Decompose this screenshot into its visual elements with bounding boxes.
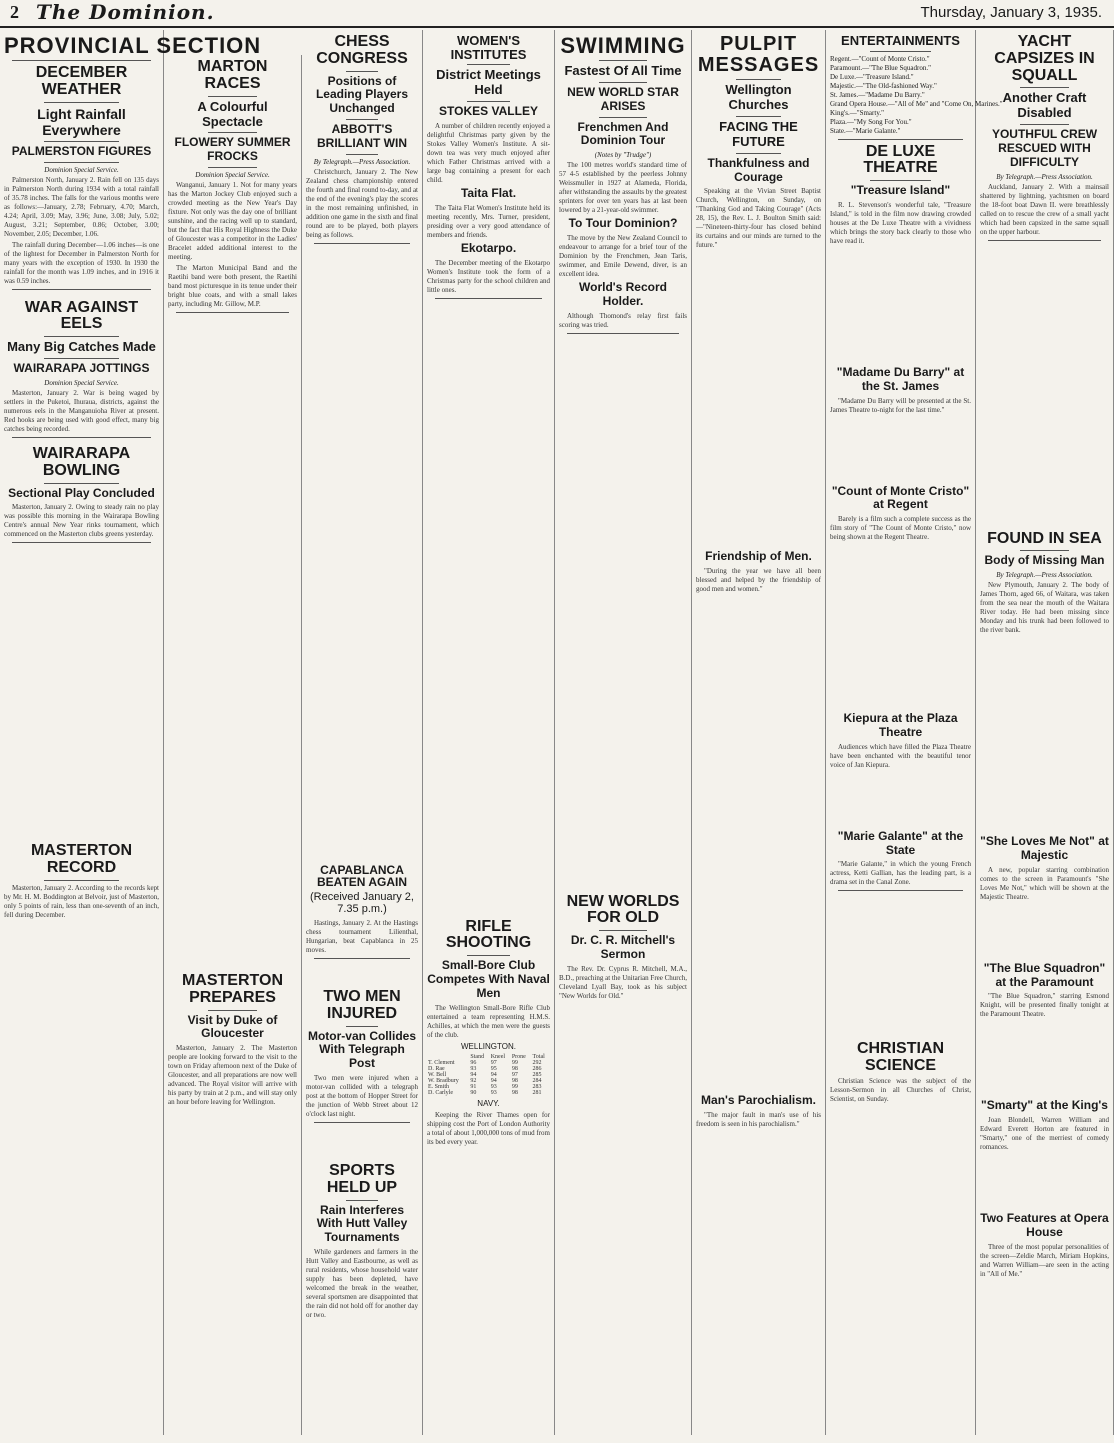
list-item: St. James.—"Madame Du Barry." xyxy=(830,90,925,99)
subhead: Frenchmen And Dominion Tour xyxy=(577,119,669,148)
subhead: NEW WORLD STAR ARISES xyxy=(567,85,679,113)
article-text: The Rev. Dr. Cyprus R. Mitchell, M.A., B.D., preaching at the Unitarian Free Church, Cleveland Lyall Bay, took as his subject "New Worlds for Old." xyxy=(559,964,687,1000)
subhead: Taita Flat. xyxy=(460,185,517,200)
subhead: "Madame Du Barry" at the St. James xyxy=(836,365,965,393)
masthead xyxy=(0,0,1114,28)
table-row: E. Smith 91 93 99 283 xyxy=(428,1083,542,1090)
subhead: Body of Missing Man xyxy=(984,553,1105,568)
subhead: FACING THE FUTURE xyxy=(719,118,798,149)
headline-war-against-eels: WAR AGAINST EELS xyxy=(24,298,139,333)
article-text: Masterton, January 2. According to the records kept by Mr. H. M. Boddington at Belvoir, just of Masterton, only 5 points of rain, less than one-seventh of an inch, fell during December. xyxy=(4,883,159,919)
article-text: Joan Blondell, Warren William and Edward Everett Horton are featured in "Smarty," one of the merriest of comedy romances. xyxy=(980,1116,1109,1152)
article-text: A new, popular starring combination comes to the screen in Paramount's "She Loves Me Not," which will be shown at the Majestic Theatre. xyxy=(980,865,1109,901)
headline-new-worlds-for-old: NEW WORLDS FOR OLD xyxy=(566,892,680,927)
article-text: Speaking at the Vivian Street Baptist Church, Wellington, on Sunday, on "Thanking God and Taking Courage" (Acts 28, 15), the Rev. L. J. Boulton Smith said:—"Nineteen-thirty-four has closed behind its curtains and our minds are turned to the future." xyxy=(696,187,821,250)
subhead: STOKES VALLEY xyxy=(439,104,538,119)
headline-sports-held-up: SPORTS HELD UP xyxy=(326,1162,398,1196)
article-text: The move by the New Zealand Council to endeavour to arrange for a brief tour of the Dominion by the Frenchmen, Jean Taris, swimmer, and Emile Dewend, diver, is an excellent idea. xyxy=(559,234,687,279)
subhead: "Treasure Island" xyxy=(850,183,951,198)
article-text: Barely is a film such a complete success as the film story of "The Count of Monte Cristo," now being shown at the Regent Theatre. xyxy=(830,515,971,542)
page-number: 2 xyxy=(10,2,19,22)
byline: Dominion Special Service. xyxy=(44,165,119,174)
table-row: D. Carlyle 90 93 98 281 xyxy=(428,1089,542,1096)
subhead: ABBOTT'S BRILLIANT WIN xyxy=(317,121,407,150)
byline: By Telegraph.—Press Association. xyxy=(996,172,1093,181)
table-row: D. Rae 93 95 98 286 xyxy=(428,1065,542,1072)
article-text: Wanganui, January 1. Not for many years has the Marton Jockey Club enjoyed such a crowded meeting as the New Year's Day fixture. Not only was the day one of brilliant sunshine, and the racing well up to standard, but the fact that His Royal Highness the Duke of Gloucester was a competitor in the Ladies' Bracelet added additional interest to the meeting. The Marton Municipal Band and the Raetihi band were both present, the Raetihi band most picturesque in its tenue under their bright blue coats, and with a small lakes party, including Mr. Gillow, M.P. xyxy=(168,181,297,309)
headline-capablanca-beaten: CAPABLANCA BEATEN AGAIN xyxy=(317,862,407,890)
subhead: "Count of Monte Cristo" at Regent xyxy=(831,483,970,512)
subhead: Positions of Leading Players Unchanged xyxy=(315,73,409,116)
subhead: District Meetings Held xyxy=(436,67,541,98)
article-text: Audiences which have filled the Plaza Theatre have been enchanted with the beautiful tenor voice of Jan Kiepura. xyxy=(830,742,971,769)
subhead: Rain Interferes With Hutt Valley Tournaments xyxy=(316,1202,408,1245)
table-title: WELLINGTON. xyxy=(461,1041,516,1051)
article-text: "The major fault in man's use of his freedom is seen in his parochialism." xyxy=(696,1110,821,1128)
subhead: Sectional Play Concluded xyxy=(8,485,155,500)
list-item: Paramount.—"The Blue Squadron." xyxy=(830,63,931,72)
subhead: Dr. C. R. Mitchell's Sermon xyxy=(570,933,676,961)
article-text: A number of children recently enjoyed a delightful Christmas party given by the Stokes Valley Women's Institute. A sit-down tea was very much enjoyed after which Father Christmas arrived with a large bag containing a present for each child. xyxy=(427,121,550,184)
section-title: PROVINCIAL SECTION xyxy=(4,33,262,58)
article-text: "Marie Galante," in which the young French actress, Ketti Gallian, has the leading part, is a drama set in the Canal Zone. xyxy=(830,860,971,887)
column-7 xyxy=(826,30,1003,1435)
article-text: R. L. Stevenson's wonderful tale, "Treasure Island," is told in the film now drawing crowded houses at the De Luxe Theatre with a vividness which brings the story back clearly to those who have read it. xyxy=(830,201,971,246)
headline-de-luxe-theatre: DE LUXE THEATRE xyxy=(863,142,938,177)
list-item: King's.—"Smarty." xyxy=(830,108,884,117)
subhead: World's Record Holder. xyxy=(579,280,667,308)
subhead: Kiepura at the Plaza Theatre xyxy=(843,711,958,740)
article-text: "The Blue Squadron," starring Esmond Knight, will be presented finally tonight at the Paramount Theatre. xyxy=(980,992,1109,1019)
article-text: New Plymouth, January 2. The body of James Thorn, aged 66, of Waitara, was taken from the sea near the mouth of the Waitara River today. He had been missing since Monday and his trunk had been followed to the river bank. xyxy=(980,581,1109,635)
subhead: "Marie Galante" at the State xyxy=(837,828,964,857)
subhead: YOUTHFUL CREW RESCUED WITH DIFFICULTY xyxy=(991,127,1098,169)
column-2 xyxy=(164,55,302,1435)
subhead: PALMERSTON FIGURES xyxy=(11,143,152,158)
headline-chess-congress: CHESS CONGRESS xyxy=(316,33,408,67)
list-item: Majestic.—"The Old-fashioned Way." xyxy=(830,81,937,90)
subhead: Man's Parochialism. xyxy=(701,1093,816,1108)
headline-masterton-record: MASTERTON RECORD xyxy=(30,842,133,877)
article-text: The Taita Flat Women's Institute held its meeting recently, Mrs. Turner, president, presiding over a very good attendance of members and friends. xyxy=(427,203,550,239)
subhead: Many Big Catches Made xyxy=(7,339,156,355)
article-text: Two men were injured when a motor-van collided with a telegraph post at the bottom of Hopper Street for the junction of Webb Street about 12 o'clock last night. xyxy=(306,1074,418,1119)
article-text: "During the year we have all been blessed and helped by the friendship of good men and women." xyxy=(696,567,821,594)
article-text: Auckland, January 2. With a mainsail shattered by lightning, yachtsmen on board the 18-foot boat Dawn II. were breathlessly called on to rescue the crew of a small yacht which had been capsized in the same squall on the upper harbour. xyxy=(980,182,1109,236)
table-title: NAVY. xyxy=(477,1098,500,1108)
headline-marton-races: MARTON RACES xyxy=(197,58,268,92)
byline: By Telegraph.—Press Association. xyxy=(996,571,1093,580)
subhead: Wellington Churches xyxy=(725,82,792,112)
subhead: Visit by Duke of Gloucester xyxy=(187,1012,278,1041)
subhead: A Colourful Spectacle xyxy=(197,98,268,129)
table-row: T. Clement 96 97 99 292 xyxy=(428,1059,542,1066)
subhead: Thankfulness and Courage xyxy=(707,155,810,184)
subhead: Ekotarpo. xyxy=(460,240,517,255)
headline-rifle-shooting: RIFLE SHOOTING xyxy=(445,917,532,952)
headline-christian-science: CHRISTIAN SCIENCE xyxy=(856,1040,945,1075)
headline-wairarapa-bowling: WAIRARAPA BOWLING xyxy=(32,445,131,479)
list-item: Plaza.—"My Song For You." xyxy=(830,117,912,126)
table-row: W. Bell 94 94 97 285 xyxy=(428,1071,542,1078)
entertainment-list xyxy=(830,54,1003,136)
article-text: Christchurch, January 2. The New Zealand chess championship entered the fourth and final round to-day, and at the end of the evening's play the scores in the most remaining unfinished, in addition one game in the sixth and final round are to be played, both players being as follows. xyxy=(306,167,418,239)
subhead: WAIRARAPA JOTTINGS xyxy=(13,361,150,376)
article-text: The 100 metres world's standard time of 57 4-5 established by the peerless Johnny Weissmuller in 1927 at Alameda, Florida, after withstanding the assaults by the greatest sprinters for over ten years has at last been lowered by a 21-year-old swimmer. xyxy=(559,161,687,215)
column-5 xyxy=(555,30,692,1435)
article-text: Hastings, January 2. At the Hastings chess tournament Lilienthal, Hungarian, beat Capablanca in 25 moves. xyxy=(306,919,418,955)
article-text: While gardeners and farmers in the Hutt Valley and Eastbourne, as well as rural residents, whose household water supply has been depleted, have welcomed the break in the weather, several sportsmen are disappointed that the rain did not hold off for another day or two. xyxy=(306,1248,418,1320)
newspaper-title: The Dominion. xyxy=(36,0,215,24)
headline-december-weather: DECEMBER WEATHER xyxy=(35,64,128,98)
list-item: Grand Opera House.—"All of Me" and "Come On, Marines." xyxy=(830,99,1003,108)
article-text: Keeping the River Thames open for shipping cost the Port of London Authority a total of about 1,000,000 tons of mud from its bed every year. xyxy=(427,1110,550,1146)
subhead: Small-Bore Club Competes With Naval Men xyxy=(427,958,550,1000)
list-item: Regent.—"Count of Monte Cristo." xyxy=(830,54,930,63)
article-text: Masterton, January 2. The Masterton people are looking forward to the visit to the town on Friday afternoon next of the Duke of Gloucester, and all preparations are now well advanced. The Royal visitor will arrive with his party by train at 2 p.m., and will stay only an hour before leaving for Wellington. xyxy=(168,1044,297,1107)
subhead: "Smarty" at the King's xyxy=(981,1098,1108,1113)
headline-pulpit-messages: PULPIT MESSAGES xyxy=(697,33,820,76)
list-item: De Luxe.—"Treasure Island." xyxy=(830,72,914,81)
headline-yacht-capsizes: YACHT CAPSIZES IN SQUALL xyxy=(994,33,1095,84)
byline: Dominion Special Service. xyxy=(195,171,270,180)
subhead: Light Rainfall Everywhere xyxy=(37,105,126,138)
article-text: Palmerston North, January 2. Rain fell on 135 days in Palmerston North during 1934 with a total rainfall of 35.78 inches. The falls for the various months were as follows:—January, 2.78; February, 4.70; March, 4.24; April, 3.09; May, 3.96; June, 3.08; July, 5.02; August, 3.21; September, 0.86; October, 3.00; November, 2.05; December, 1.06. The rainfall during December—1.06 inches—is one of the lightest for December in Palmerston North for many years with the exception of 1930. In 1930 the rainfall for the month was 1.09 inches, and in 1916 it was 0.59 inches. xyxy=(4,175,159,285)
subhead: FLOWERY SUMMER FROCKS xyxy=(174,135,291,164)
subhead: "The Blue Squadron" at the Paramount xyxy=(983,960,1106,989)
table-header-row: Stand Kneel Prone Total xyxy=(470,1053,545,1060)
subhead: To Tour Dominion? xyxy=(568,216,678,231)
subhead: Fastest Of All Time xyxy=(564,63,682,79)
headline-two-men-injured: TWO MEN INJURED xyxy=(323,988,401,1022)
subhead: Motor-van Collides With Telegraph Post xyxy=(307,1028,416,1071)
headline-entertainments: ENTERTAINMENTS xyxy=(841,33,960,48)
article-text: Although Thomond's relay first fails scoring was tried. xyxy=(559,311,687,329)
article-text: Masterton, January 2. Owing to steady rain no play was possible this morning in the Wairarapa Bowling Centre's annual New Year rinks tournament, which commenced on the Masterton clubs greens yesterday. xyxy=(4,503,159,539)
article-text: Three of the most popular personalities of the screen—Zeldie March, Miriam Hopkins, and Warren William—are seen in the acting in "All of Me." xyxy=(980,1242,1109,1278)
article-text: Christian Science was the subject of the Lesson-Sermon in all Churches of Christ, Scientist, on Sunday. xyxy=(830,1077,971,1103)
issue-date: Thursday, January 3, 1935. xyxy=(920,4,1102,21)
byline: By Telegraph.—Press Association. xyxy=(313,157,411,166)
subhead: Another Craft Disabled xyxy=(1002,90,1087,121)
list-item: State.—"Marie Galante." xyxy=(830,126,901,135)
subhead: "She Loves Me Not" at Majestic xyxy=(980,834,1109,863)
article-text: The December meeting of the Ekotarpo Women's Institute took the form of a Christmas party for the school children and little ones. xyxy=(427,258,550,294)
headline-masterton-prepares: MASTERTON PREPARES xyxy=(181,972,284,1006)
table-row: W. Bradbury 92 94 98 284 xyxy=(428,1077,542,1084)
article-text: The Wellington Small-Bore Rifle Club entertained a team representing H.M.S. Achilles, at which the men were the guests of the club. xyxy=(427,1003,550,1039)
article-text: Masterton, January 2. War is being waged by settlers in the Puketoi, Ihuraua, districts, against the numerous eels in the Manganuioha River at present. Red hooks are being used with good effect, many big catches being recorded. xyxy=(4,389,159,433)
headline-found-in-sea: FOUND IN SEA xyxy=(987,529,1102,547)
column-6 xyxy=(692,30,826,1435)
article-text: "Madame Du Barry will be presented at the St. James Theatre to-night for the last time." xyxy=(830,396,971,414)
column-8 xyxy=(976,30,1114,1435)
headline-swimming: SWIMMING xyxy=(560,33,686,58)
subhead: Friendship of Men. xyxy=(705,549,812,564)
results-table xyxy=(427,1054,550,1096)
column-3 xyxy=(302,30,423,1435)
subhead: Two Features at Opera House xyxy=(980,1211,1109,1240)
byline: (Notes by "Trudge") xyxy=(594,151,652,160)
column-4 xyxy=(423,30,555,1435)
headline-womens-institutes: WOMEN'S INSTITUTES xyxy=(450,33,527,62)
subhead: (Received January 2, 7.35 p.m.) xyxy=(310,890,414,916)
byline: Dominion Special Service. xyxy=(44,379,119,387)
